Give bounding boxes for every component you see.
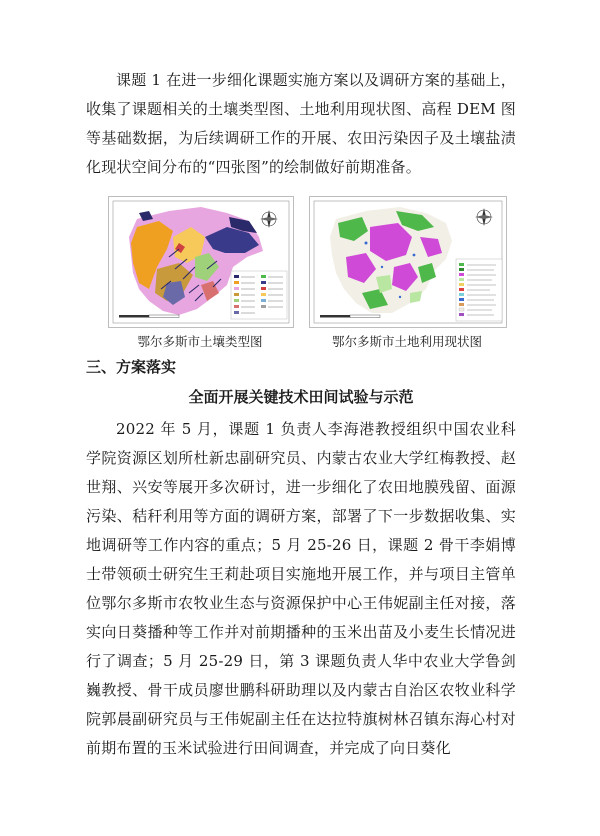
land-use-map-image [310, 197, 506, 327]
soil-type-map [108, 196, 294, 328]
intro-paragraph [86, 66, 516, 182]
section-heading: 三、方案落实 [86, 358, 177, 376]
intro-paragraph-text: 课题 1 在进一步细化课题实施方案以及调研方案的基础上，收集了课题相关的土壤类型图、土地利用现状图、高程 DEM 图等基础数据，为后续调研工作的开展、农田污染因子及土壤盐渍化现状空间分布的“四张图”的绘制做好前期准备。 [86, 71, 516, 176]
land-use-map-caption: 鄂尔多斯市土地利用现状图 [331, 334, 482, 349]
land-use-map [309, 196, 507, 328]
body-paragraph-text: 2022 年 5 月，课题 1 负责人李海港教授组织中国农业科学院资源区划所杜新忠副研究员、内蒙古农业大学红梅教授、赵世翔、兴安等展开多次研讨，进一步细化了农田地膜残留、面源污染、秸秆利用等方面的调研方案，部署了下一步数据收集、实地调研等工作内容的重点；5 月 25-26 日，课题 2 骨干李娟博士带领硕士研究生王莉赴项目实施地开展工作，并与项目主管单位鄂尔多斯市农牧业生态与资源保护中心王伟妮副主任对接，落实向日葵播种等工作并对前期播种的玉米出苗及小麦生长情况进行了调查；5 月 25-29 日，第 3 课题负责人华中农业大学鲁剑巍教授、骨干成员廖世鹏科研助理以及内蒙古自治区农牧业科学院郭晨副研究员与王伟妮副主任在达拉特旗树林召镇东海心村对前期布置的玉米试验进行田间调查，并完成了向日葵化 [86, 420, 516, 757]
soil-map-caption: 鄂尔多斯市土壤类型图 [137, 334, 263, 349]
section-subtitle: 全面开展关键技术田间试验与示范 [188, 388, 414, 406]
body-paragraph [86, 415, 516, 763]
soil-type-map-image [109, 197, 293, 327]
